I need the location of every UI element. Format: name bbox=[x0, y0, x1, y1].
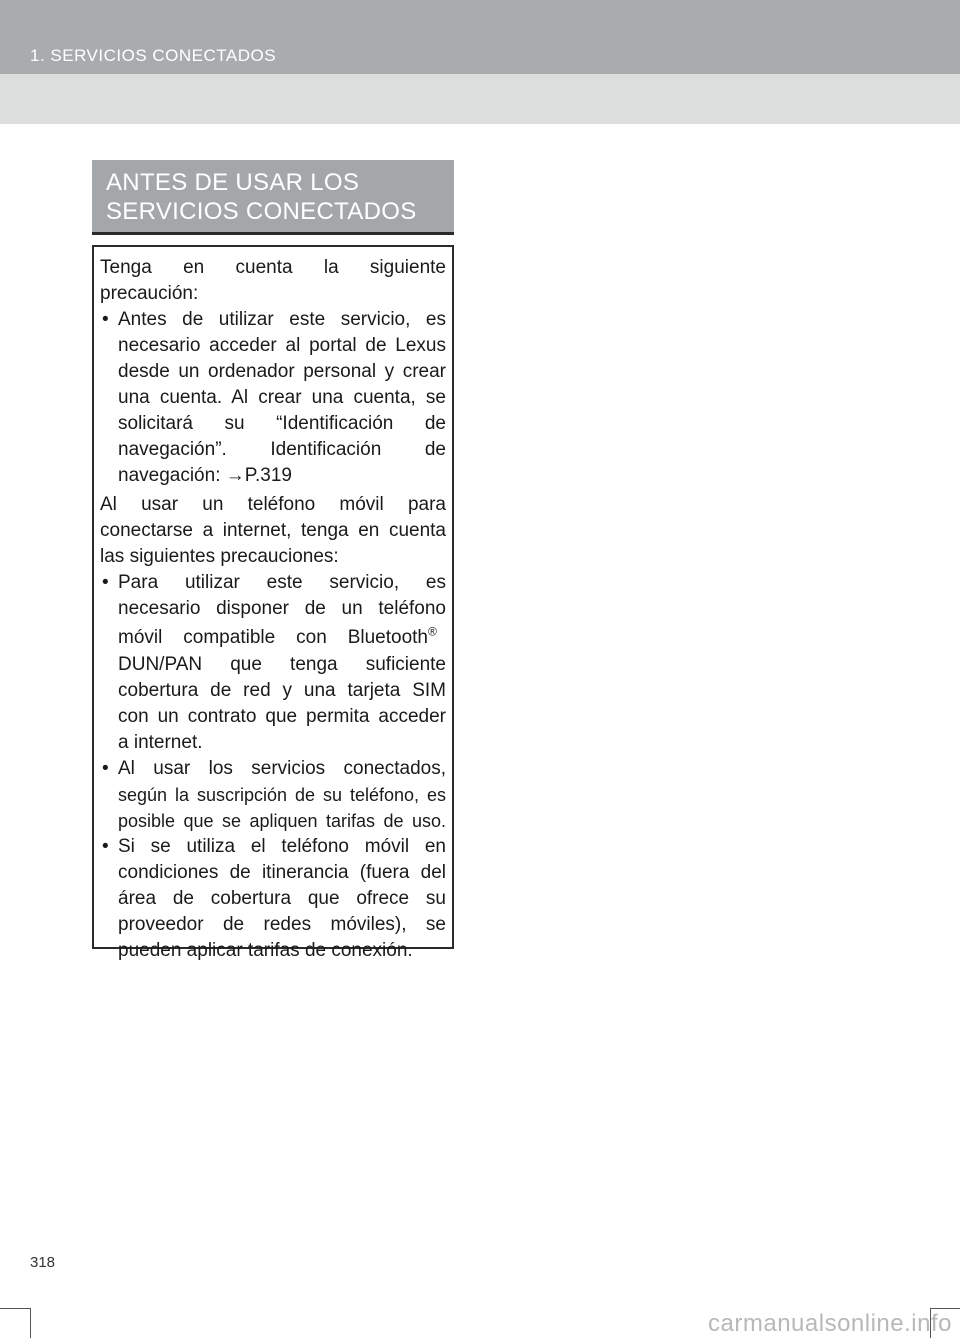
paragraph-line: las siguientes precauciones: bbox=[100, 546, 339, 567]
bullet-marker: • bbox=[102, 572, 109, 593]
bullet-line: según la suscripción de su teléfono, es bbox=[118, 785, 446, 805]
bullet-line: DUN/PAN que tenga suficiente bbox=[118, 654, 446, 675]
bullet-marker: • bbox=[102, 758, 109, 779]
bullet-text: móvil compatible con Bluetooth bbox=[118, 627, 428, 648]
bullet-line: pueden aplicar tarifas de conexión. bbox=[118, 940, 413, 961]
crop-mark bbox=[0, 1308, 30, 1309]
crop-mark bbox=[930, 1308, 960, 1309]
paragraph-line: Al usar un teléfono móvil para bbox=[100, 494, 446, 515]
section-heading bbox=[92, 160, 454, 235]
bullet-line: navegación”. Identificación de bbox=[118, 439, 446, 460]
bullet-line: cobertura de red y una tarjeta SIM bbox=[118, 680, 446, 701]
bullet-line: Si se utiliza el teléfono móvil en bbox=[118, 836, 446, 857]
bullet-line: Al usar los servicios conectados, bbox=[118, 758, 446, 779]
bullet-line: Para utilizar este servicio, es bbox=[118, 572, 446, 593]
heading-line-1: ANTES DE USAR LOS bbox=[106, 169, 360, 196]
bullet-line: necesario disponer de un teléfono bbox=[118, 598, 446, 619]
page-reference-link[interactable]: navegación: →P.319 bbox=[118, 465, 292, 486]
bullet-line: condiciones de itinerancia (fuera del bbox=[118, 862, 446, 883]
bullet-line: Antes de utilizar este servicio, es bbox=[118, 309, 446, 330]
bullet-marker: • bbox=[102, 309, 109, 330]
heading-line-2: SERVICIOS CONECTADOS bbox=[106, 198, 417, 225]
bullet-line: necesario acceder al portal de Lexus bbox=[118, 335, 446, 356]
bullet-line: a internet. bbox=[118, 732, 203, 753]
bullet-line: proveedor de redes móviles), se bbox=[118, 914, 446, 935]
watermark: carmanualsonline.info bbox=[708, 1310, 952, 1337]
bullet-marker: • bbox=[102, 836, 109, 857]
crop-mark bbox=[30, 1308, 31, 1338]
paragraph-line: conectarse a internet, tenga en cuenta bbox=[100, 520, 446, 541]
bullet-line: área de cobertura que ofrece su bbox=[118, 888, 446, 909]
caution-box bbox=[92, 245, 454, 961]
page-number: 318 bbox=[30, 1254, 56, 1271]
bullet-line: una cuenta. Al crear una cuenta, se bbox=[118, 387, 446, 408]
bullet-line: desde un ordenador personal y crear bbox=[118, 361, 446, 382]
paragraph-line: precaución: bbox=[100, 283, 199, 304]
header-strip bbox=[0, 0, 960, 74]
bullet-line: solicitará su “Identificación de bbox=[118, 413, 446, 434]
registered-mark: ® bbox=[428, 624, 437, 639]
paragraph-line: Tenga en cuenta la siguiente bbox=[100, 257, 446, 278]
bullet-line: posible que se apliquen tarifas de uso. bbox=[118, 811, 446, 831]
bullet-line bbox=[118, 622, 446, 651]
section-title: 1. SERVICIOS CONECTADOS bbox=[30, 46, 277, 65]
bullet-line: con un contrato que permita acceder bbox=[118, 706, 446, 727]
